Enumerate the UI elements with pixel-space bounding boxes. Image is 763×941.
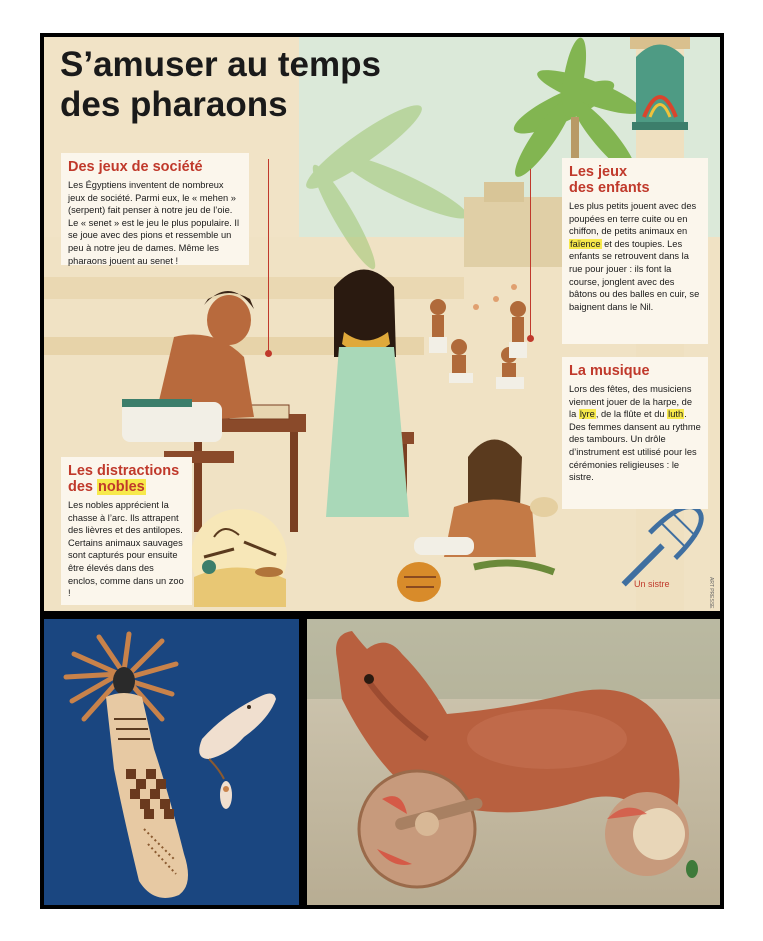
poster-illustration bbox=[44, 37, 720, 611]
nobles-highlight: nobles bbox=[98, 479, 145, 495]
children-games-leader bbox=[530, 169, 531, 339]
nobles-heading-prefix: des bbox=[68, 479, 98, 495]
luth-highlight: luth bbox=[668, 409, 684, 420]
children-games-text-before: Les plus petits jouent avec des poupées en terre cuite ou en chiffon, de petits animaux en bbox=[569, 201, 697, 237]
page-title bbox=[60, 45, 480, 125]
children-games-text-after: et des toupies. Les enfants se retrouvent dans la rue pour jouer : ils font la course, jonglent avec des bâtons ou des balles en cuir, se baignent dans le Nil. bbox=[569, 238, 700, 312]
doll-crocodile-art bbox=[44, 619, 299, 905]
art-credit: ART PRESSE bbox=[708, 577, 714, 609]
music-heading: La musique bbox=[569, 363, 650, 379]
nobles-heading bbox=[68, 463, 185, 495]
nobles-text: Les nobles apprécient la chasse à l’arc. Ils attrapent des lièvres et des antilopes. Certains animaux sauvages sont capturés pour ensuite être élevés dans des enclos, comme dans un zoo ! bbox=[68, 500, 184, 599]
title-line-1: S’amuser au temps bbox=[60, 45, 381, 84]
music-text-3: . Des femmes dansent au rythme des tambours. Un drôle d’instrument est utilisé pour les cérémonies religieuses : le sistre. bbox=[569, 409, 701, 483]
society-games-text: Les Égyptiens inventent de nombreux jeux de société. Parmi eux, le « mehen » (serpent) fait penser à notre jeu de l’oie. Le « senet » est le jeu le plus populaire. Il se joue avec des pions et ressemble un peu à notre jeu de dames. Même les pharaons jouent au senet ! bbox=[68, 180, 240, 266]
society-games-pointer-dot bbox=[265, 350, 272, 357]
music-text-2: , de la flûte et du bbox=[595, 409, 668, 420]
nobles-heading-line-1: Les distractions bbox=[68, 463, 180, 479]
society-games-leader bbox=[268, 159, 269, 352]
photo-wooden-horse-toy bbox=[307, 619, 720, 905]
photo-doll-and-crocodile bbox=[44, 619, 299, 905]
sistrum-caption: Un sistre bbox=[634, 579, 670, 589]
music-text-1: Lors des fêtes, des musiciens viennent jouer de la harpe, de la bbox=[569, 384, 693, 420]
children-games-text bbox=[569, 200, 701, 313]
title-line-2: des pharaons bbox=[60, 85, 288, 124]
children-games-heading bbox=[569, 164, 701, 196]
faience-highlight: faïence bbox=[570, 238, 601, 249]
children-games-heading-line-1: Les jeux bbox=[569, 164, 628, 180]
music-box bbox=[562, 357, 708, 509]
lyre-highlight: lyre bbox=[579, 409, 595, 420]
wooden-horse-art bbox=[307, 619, 720, 905]
children-games-box bbox=[562, 158, 708, 344]
nobles-box bbox=[61, 457, 192, 605]
children-games-heading-line-2: des enfants bbox=[569, 180, 650, 196]
music-text bbox=[569, 383, 701, 484]
society-games-box bbox=[61, 153, 249, 265]
society-games-heading: Des jeux de société bbox=[68, 159, 203, 175]
children-games-pointer-dot bbox=[527, 335, 534, 342]
